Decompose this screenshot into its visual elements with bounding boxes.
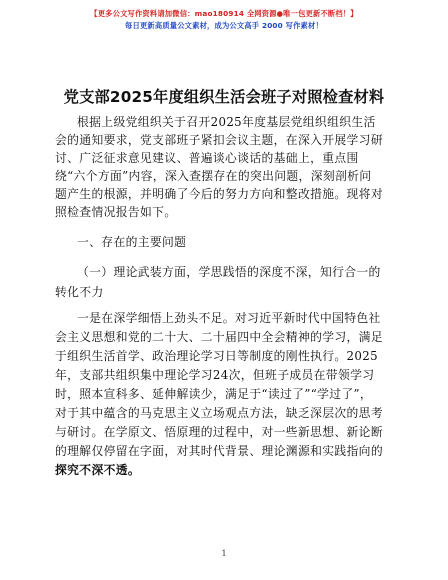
- body-line-7: 与研讨。在学原文、悟原理的过程中，对一些新思想、新论断: [55, 425, 383, 439]
- body-line-6: 对于其中蕴含的马克思主义立场观点方法，缺乏深层次的思考: [55, 406, 383, 420]
- promo-banner-line-2: 每日更新高质量公文素材，成为公文高手 2000 写作素材！: [125, 21, 323, 30]
- intro-line-3: 讨、广泛征求意见建议、普遍谈心谈话的基础上，重点围: [55, 151, 359, 165]
- intro-line-2: 会的通知要求，党支部班子紧扣会议主题，在深入开展学习研: [55, 133, 383, 147]
- intro-line-5: 题产生的根源，并明确了今后的努力方向和整改措施。现将对: [55, 187, 383, 201]
- subsection-heading-line-1: （一）理论武装方面，学思践悟的深度不深，知行合一的: [77, 265, 381, 279]
- section-heading: 一、存在的主要问题: [77, 235, 187, 249]
- intro-line-4: 绕“六个方面”内容，深入查摆存在的突出问题，深刻剖析问: [55, 169, 372, 183]
- body-line-8: 的理解仅停留在字面，对其时代背景、理论渊源和实践指向的: [55, 444, 383, 458]
- body-line-2: 会主义思想和党的二十大、二十届四中全会精神的学习，满足: [55, 330, 383, 344]
- body-line-1: 一是在深学细悟上劲头不足。对习近平新时代中国特色社: [77, 311, 381, 325]
- body-line-9: 探究不深不透。: [55, 463, 141, 477]
- intro-line-6: 照检查情况报告如下。: [55, 205, 177, 219]
- subsection-heading-line-2: 转化不力: [55, 285, 104, 299]
- page-number: 1: [221, 549, 227, 558]
- intro-line-1: 根据上级党组织关于召开2025年度基层党组织组织生活: [77, 115, 376, 129]
- document-title: 党支部2025年度组织生活会班子对照检查材料: [63, 88, 385, 106]
- body-line-3: 于组织生活首学、政治理论学习日等制度的刚性执行。2025: [55, 349, 378, 363]
- body-line-5: 时，照本宣科多、延伸解读少，满足于“读过了”“学过了”，: [55, 387, 373, 401]
- body-line-4: 年，支部共组织集中理论学习24次，但班子成员在带领学习: [55, 368, 375, 382]
- promo-banner-line-1: 【更多公文写作资料请加微信：mao180914 全网资源●唯一包更新不断档！】: [90, 9, 358, 18]
